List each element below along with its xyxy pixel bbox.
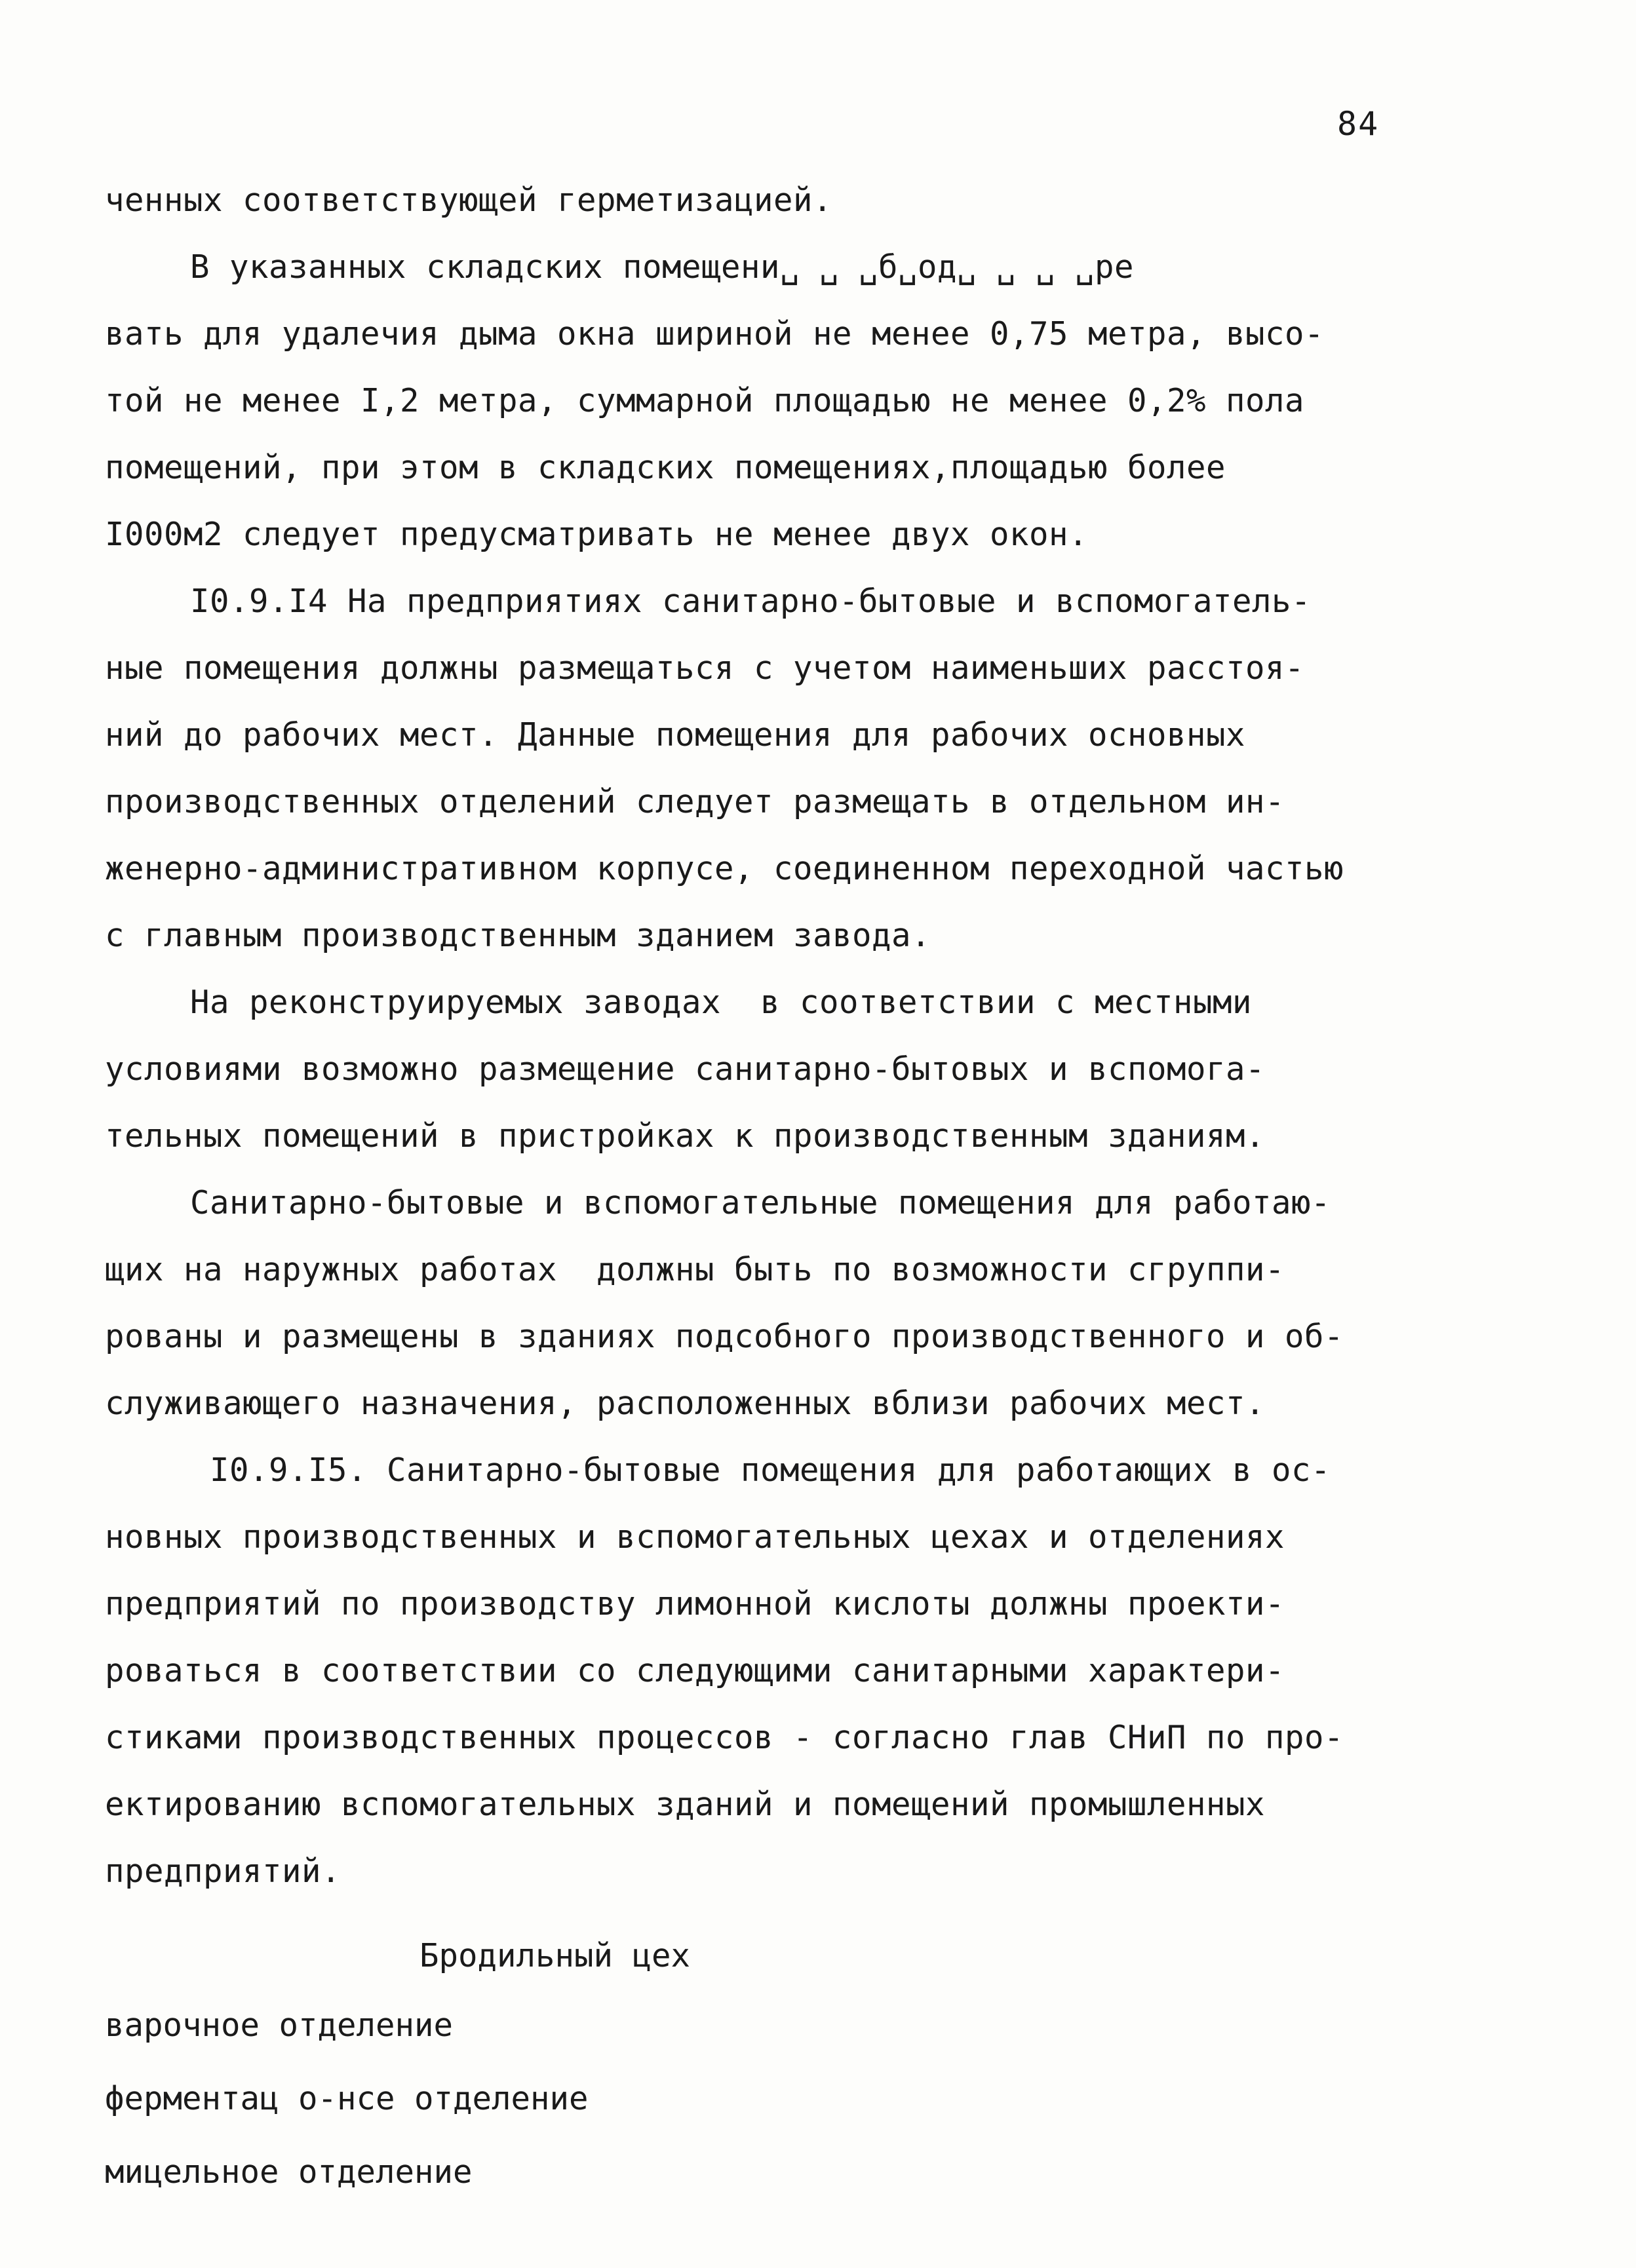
body-text — [105, 167, 1442, 1905]
text-line: стиками производственных процессов - согласно глав СНиП по про- — [105, 1719, 1344, 1756]
text-line: предприятий. — [105, 1853, 341, 1890]
text-line: условиями возможно размещение санитарно-бытовых и вспомога- — [105, 1050, 1266, 1088]
text-line: ченных соответствующей герметизацией. — [105, 182, 833, 219]
text-line: рованы и размещены в зданиях подсобного производственного и об- — [105, 1318, 1344, 1355]
text-line: предприятий по производству лимонной кислоты должны проекти- — [105, 1585, 1285, 1623]
text-line: I0.9.I4 На предприятиях санитарно-бытовые и вспомогатель- — [190, 583, 1312, 620]
text-line: производственных отделений следует размещать в отдельном ин- — [105, 783, 1285, 820]
text-line: щих на наружных работах должны быть по возможности сгруппи- — [105, 1251, 1285, 1288]
text-line: ектированию вспомогательных зданий и помещений промышленных — [105, 1786, 1266, 1823]
text-line: помещений, при этом в складских помещениях,площадью более — [105, 449, 1226, 486]
text-line: Санитарно-бытовые и вспомогательные помещения для работаю- — [190, 1184, 1331, 1221]
list-item: мицельное отделение — [105, 2153, 473, 2191]
text-line: тельных помещений в пристройках к производственным зданиям. — [105, 1117, 1266, 1155]
text-line: роваться в соответствии со следующими санитарными характери- — [105, 1652, 1285, 1689]
list-item: ферментац о-нсе отделение — [105, 2080, 589, 2117]
text-line: I000м2 следует предусматривать не менее двух окон. — [105, 516, 1089, 553]
paragraph-10-9-15 — [105, 1437, 1442, 1905]
text-line: На реконструируемых заводах в соответствии с местными — [190, 984, 1253, 1021]
paragraph-reconstructed-plants — [105, 969, 1442, 1170]
text-line: ний до рабочих мест. Данные помещения для рабочих основных — [105, 716, 1246, 754]
paragraph-outdoor-workers — [105, 1170, 1442, 1437]
page-number: 84 — [1337, 105, 1380, 143]
text-line: служивающего назначения, расположенных вблизи рабочих мест. — [105, 1385, 1266, 1422]
text-line: I0.9.I5. Санитарно-бытовые помещения для работающих в ос- — [210, 1451, 1331, 1489]
workshop-heading: Бродильный цех — [419, 1937, 691, 1974]
paragraph-continuation — [105, 167, 1442, 234]
text-line: с главным производственным зданием завода. — [105, 917, 931, 954]
text-line: той не менее I,2 метра, суммарной площадью не менее 0,2% пола — [105, 382, 1305, 419]
paragraph-warehouse-windows — [105, 234, 1442, 568]
paragraph-10-9-14 — [105, 568, 1442, 969]
list-item: варочное отделение — [105, 2007, 454, 2044]
text-line: новных производственных и вспомогательных цехах и отделениях — [105, 1518, 1285, 1556]
text-line: ные помещения должны размещаться с учетом наименьших расстоя- — [105, 649, 1305, 687]
text-line: женерно-административном корпусе, соединенном переходной частью — [105, 850, 1344, 887]
text-line: вать для удалечия дыма окна шириной не менее 0,75 метра, высо- — [105, 315, 1325, 353]
text-line: В указанных складских помещени␣ ␣ ␣б␣од␣ ␣ ␣ ␣ре — [190, 248, 1135, 286]
workshop-list — [105, 1923, 1350, 2209]
